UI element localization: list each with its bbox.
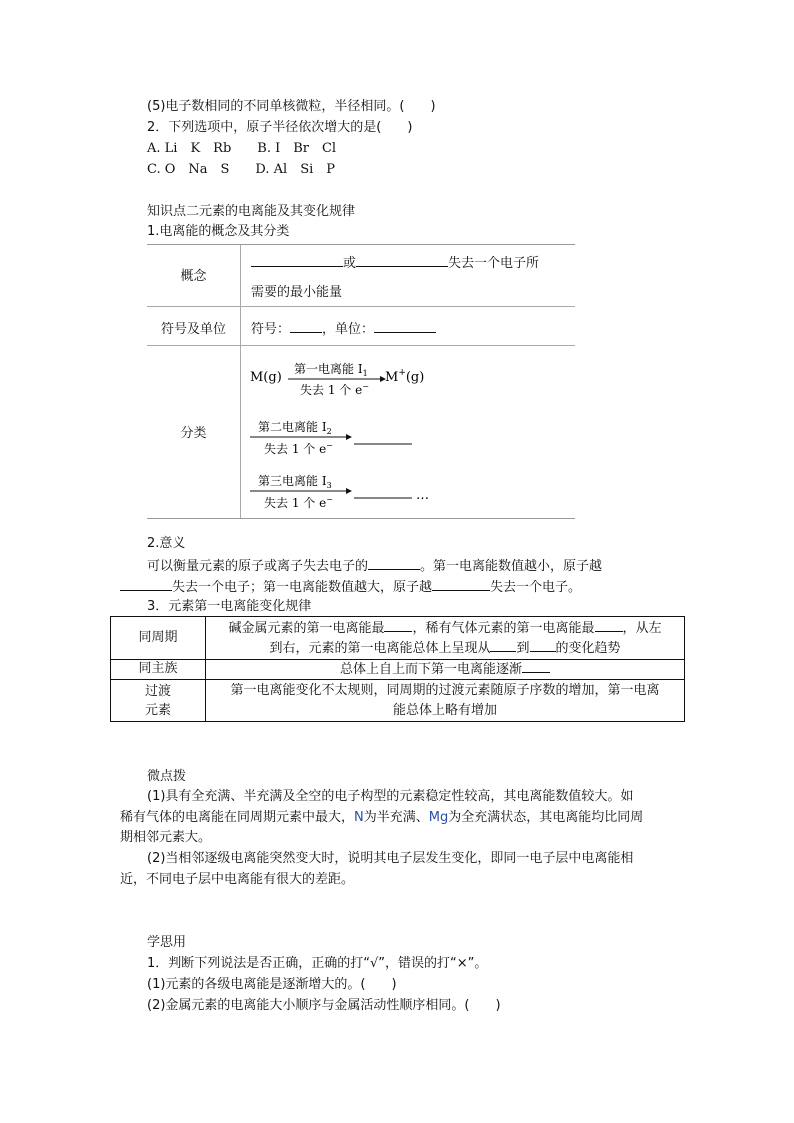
ionization-diagram xyxy=(242,349,572,515)
symbol-label: 符号及单位 xyxy=(160,322,226,337)
study-question-1: 1．判断下列说法是否正确，正确的打“√”，错误的打“×”。 xyxy=(147,956,488,971)
options-cd: C. O Na S D. Al Si P xyxy=(147,162,336,177)
svg-text:第二电离能 I2: 第二电离能 $I_2$ xyxy=(258,420,332,436)
question-2: 2．下列选项中，原子半径依次增大的是( ) xyxy=(147,120,413,135)
meaning-line2: 失去一个电子；第一电离能数值越大，原子越 失去一个电子。 xyxy=(120,577,581,597)
concept-text-line2: 需要的最小能量 xyxy=(251,285,343,300)
second-ie-label: 第二电离能 I xyxy=(258,420,327,434)
tip2-line1: (2)当相邻逐级电离能突然变大时，说明其电子层发生变化，即同一电子层中电离能相 xyxy=(147,851,634,866)
transition-line1: 第一电离能变化不太规则，同周期的过渡元素随原子序数的增加，第一电离 xyxy=(230,683,660,698)
transition-line2: 能总体上略有增加 xyxy=(392,703,497,718)
meaning-line1: 可以衡量元素的原子或离子失去电子的 。第一电离能数值越小，原子越 xyxy=(147,556,602,576)
third-ie-label: 第三电离能 I xyxy=(258,474,327,488)
ellipsis: … xyxy=(416,488,429,503)
lose-electron-3: 失去 1 个 e xyxy=(264,496,327,510)
svg-text:第一电离能 I1: 第一电离能 $I_1$ xyxy=(294,362,368,378)
options-ab: A. Li K Rb B. I Br Cl xyxy=(147,141,337,156)
lose-electron-1: 失去 1 个 e xyxy=(300,383,363,397)
study-title: 学思用 xyxy=(147,935,187,950)
group-label: 同主族 xyxy=(138,661,178,676)
lose-electron-2: 失去 1 个 e xyxy=(264,442,327,456)
first-ie-label: 第一电离能 I xyxy=(294,362,363,376)
symbol-text: 符号： ，单位： xyxy=(251,318,436,337)
tip1-line2: 稀有气体的电离能在同周期元素中最大，N为半充满、Mg为全充满状态，其电离能均比同周 xyxy=(120,810,644,825)
subheading-rule: 3．元素第一电离能变化规律 xyxy=(147,599,312,614)
transition-label-2: 元素 xyxy=(144,703,171,718)
period-line2: 到右，元素的第一电离能总体上呈现从 到 的变化趋势 xyxy=(206,638,684,659)
svg-text:失去 1 个 e−: 失去 1 个 e− xyxy=(300,382,369,397)
tip1-line1: (1)具有全充满、半充满及全空的电子构型的元素稳定性较高，其电离能数值较大。如 xyxy=(147,789,634,804)
ionization-energy-table xyxy=(147,244,575,519)
period-label: 同周期 xyxy=(138,630,178,645)
m-plus: M xyxy=(385,370,399,385)
svg-text:第三电离能 I3: 第三电离能 $I_3$ xyxy=(258,474,332,490)
section-title: 知识点二元素的电离能及其变化规律 xyxy=(147,204,356,219)
group-text: 总体上自上而下第一电离能逐渐 xyxy=(206,659,684,680)
svg-text:失去 1 个 e−: 失去 1 个 e− xyxy=(264,441,333,456)
subheading-concept: 1.电离能的概念及其分类 xyxy=(147,224,290,239)
transition-label-1: 过渡 xyxy=(144,684,171,699)
m-g-label: M(g) xyxy=(250,370,282,385)
tip-title: 微点拨 xyxy=(147,769,187,784)
concept-label: 概念 xyxy=(180,269,207,284)
first-ie-trend-table xyxy=(110,616,685,722)
concept-text: 或 失去一个电子所 xyxy=(251,252,539,271)
svg-text:M+(g): M+(g) xyxy=(385,368,425,385)
tip1-line3: 期相邻元素大。 xyxy=(120,830,212,845)
period-line1: 碱金属元素的第一电离能最 ，稀有气体元素的第一电离能最 ，从左 xyxy=(206,618,684,639)
question-5: (5)电子数相同的不同单核微粒，半径相同。( ) xyxy=(147,99,436,114)
tip2-line2: 近，不同电子层中电离能有很大的差距。 xyxy=(120,872,355,887)
svg-text:失去 1 个 e−: 失去 1 个 e− xyxy=(264,495,333,510)
class-label: 分类 xyxy=(180,426,207,441)
study-statement-2: (2)金属元素的电离能大小顺序与金属活动性顺序相同。( ) xyxy=(147,998,501,1013)
study-statement-1: (1)元素的各级电离能是逐渐增大的。( ) xyxy=(147,977,397,992)
subheading-meaning: 2.意义 xyxy=(147,536,186,551)
